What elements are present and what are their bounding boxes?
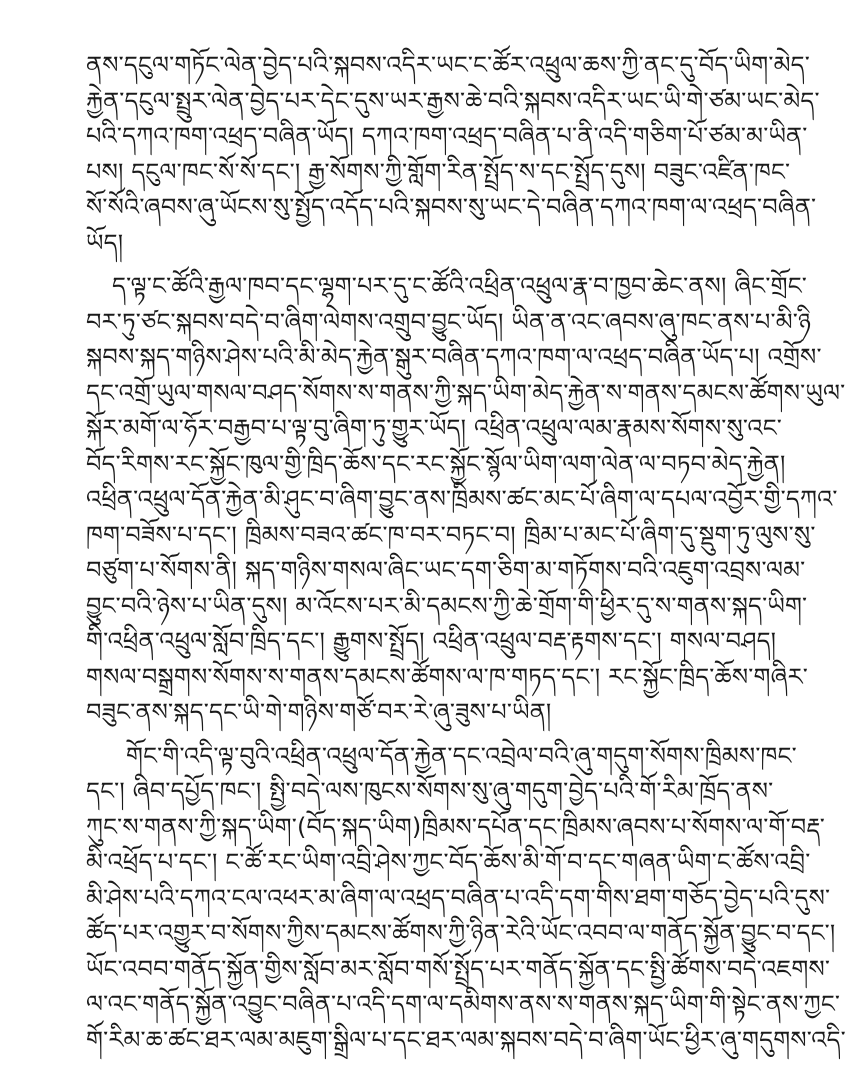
- text-line: དང་འགྲོ་ཡུལ་གསལ་བཤད་སོགས་ས་གནས་ཀྱི་སྐད་ཡིག་མེད་རྐྱེན་ས་གནས་དམངས་ཚོགས་ཡུལ་: [86, 378, 846, 407]
- text-line: པའི་དཀའ་ཁག་འཕྲད་བཞིན་ཡོད། དཀའ་ཁག་འཕྲད་བཞིན་པ་ནི་འདི་གཅིག་པོ་ཙམ་མ་ཡིན་: [86, 122, 808, 150]
- text-line: བར་ཏུ་ཙང་སྐབས་བདེ་བ་ཞིག་ལེགས་འགྲུབ་བྱུང་ཡོད། ཡིན་ན་འང་ཞབས་ཞུ་ཁང་ནས་པ་མི་ཉི: [86, 307, 812, 336]
- text-line: མི་འཕྲོད་པ་དང་། ང་ཚོ་རང་ཡིག་འབྲི་ཤེས་ཀྱང་བོད་ཆོས་མི་གོ་བ་དང་གཞན་ཡིག་ང་ཚོས་འབྲི་: [86, 848, 811, 876]
- text-line: ལ་འང་གནོད་སྐྱོན་འབྱུང་བཞིན་པ་འདི་དག་ལ་དམིགས་ནས་ས་གནས་སྐད་ཡིག་གི་སྟེང་ནས་ཀྱང་: [86, 990, 841, 1018]
- text-line: བཙུག་པ་སོགས་ནི། སྐད་གཉིས་གསལ་ཞིང་ཡང་དག་ཅིག་མ་གཏོགས་བའི་འཇུག་འབྲས་ལམ་: [86, 556, 806, 584]
- text-line: སྐོར་མགོ་ལ་ཧོར་བརྒྱབ་པ་ལྟ་བུ་ཞིག་ཏུ་གྱུར་ཡོད། འཕྲིན་འཕྲུལ་ལམ་རྣམས་སོགས་སུ་འང་: [86, 414, 782, 442]
- paragraph-1: [86, 48, 820, 261]
- text-line: ཡོང་འབབ་གནོད་སྐྱོན་གྱིས་སློབ་མར་སློབ་གསོ་སྤྲོད་པར་གནོད་སྐྱོན་དང་སྤྱི་ཚོགས་བདེ་འཇགས་: [86, 954, 831, 983]
- text-line: བཟུང་ནས་སྐད་དང་ཡི་གེ་གཉིས་གཙོ་བར་རེ་ཞུ་ཟུས་པ་ཡིན།: [86, 698, 552, 726]
- text-line: ཡོད།: [86, 228, 124, 257]
- text-line: སྐབས་སྐད་གཉིས་ཤེས་པའི་མི་མེད་རྐྱེན་སྒུར་བཞིན་དཀའ་ཁག་ལ་འཕྲད་བཞིན་ཡོད་པ། འགྲོས་: [86, 343, 822, 371]
- text-line: སོ་སོའི་ཞབས་ཞུ་ཡོངས་སུ་སྤྱོད་འདོད་པའི་སྐབས་སུ་ཡང་དེ་བཞིན་དཀའ་ཁག་ལ་འཕྲད་བཞིན་: [86, 193, 817, 221]
- text-line: ཚོད་པར་འགྱུར་བ་སོགས་ཀྱིས་དམངས་ཚོགས་ཀྱི་ཉིན་རེའི་ཡོང་འབབ་ལ་གནོད་སྐྱོན་བྱུང་བ་དང་།: [86, 919, 836, 947]
- paragraph-2: [86, 269, 846, 731]
- text-line: གོང་གི་འདི་ལྟ་བུའི་འཕྲིན་འཕྲུལ་དོན་རྐྱེན་དང་འབྲེལ་བའི་ཞུ་གདུག་སོགས་ཁྲིམས་ཁང་: [126, 741, 797, 770]
- text-line: གི་འཕྲིན་འཕྲུལ་སློབ་ཁྲིད་དང་། རྒྱུགས་སྤྲོད། འཕྲིན་འཕྲུལ་བརྡ་རྟགས་དང་། གསལ་བཤད།: [86, 627, 777, 655]
- text-line: འཕྲིན་འཕྲུལ་དོན་རྐྱེན་མི་ཤུང་བ་ཞིག་བྱུང་ནས་ཁྲིམས་ཚང་མང་པོ་ཞིག་ལ་དཔལ་འབྱོར་གྱི་དཀའ་: [86, 485, 838, 513]
- paragraph-3: [86, 739, 846, 1059]
- text-line: བོད་རིགས་རང་སྐྱོང་ཁུལ་གྱི་ཁྲིད་ཆོས་དང་རང་སྐྱོང་སྙོལ་ཡིག་ལག་ལེན་ལ་བཏབ་མེད་རྐྱེན།: [86, 449, 786, 478]
- text-line: གོ་རིམ་ཆ་ཚང་ཐར་ལམ་མཇུག་སྒྲིལ་པ་དང་ཐར་ལམ་སྐབས་བདེ་བ་ཞིག་ཡོང་ཕྱིར་ཞུ་གདུགས་འདི་: [86, 1025, 846, 1054]
- text-line: མི་ཤེས་པའི་དཀའ་ངལ་འཕར་མ་ཞིག་ལ་འཕྲད་བཞིན་པ་འདི་དག་གིས་ཐག་གཅོད་བྱེད་པའི་དུས་: [86, 883, 831, 912]
- text-line: གསལ་བསྒྲགས་སོགས་ས་གནས་དམངས་ཚོགས་ལ་ཁ་གཏད་དང་། རང་སྐྱོང་ཁྲིད་ཆོས་གཞིར་: [86, 662, 808, 691]
- text-line: ཀུང་ས་གནས་ཀྱི་སྐད་ཡིག་(བོད་སྐད་ཡིག)ཁྲིམས་དཔོན་དང་ཁྲིམས་ཞབས་པ་སོགས་ལ་གོ་བརྡ་: [86, 812, 826, 841]
- text-line: པས། དངུལ་ཁང་སོ་སོ་དང་། རྒྱ་སོགས་ཀྱི་གློག་རིན་སྤྲོད་ས་དང་སྤྲོད་དུས། བཟུང་འཛིན་ཁང་: [86, 157, 791, 186]
- text-line: ཁག་བཟོས་པ་དང་། ཁྲིམས་བཟའ་ཚང་ཁ་བར་བཏང་བ། ཁྲིམ་པ་མང་པོ་ཞིག་དུ་སྡུག་ཏུ་ལུས་སུ་: [86, 520, 816, 549]
- text-line: དང་། ཞིབ་དཔྱོད་ཁང་། སྤྱི་བདེ་ལས་ཁུངས་སོགས་སུ་ཞུ་གདུག་བྱེད་པའི་གོ་རིམ་ཁྲོད་ནས་: [86, 777, 774, 805]
- text-line: བྱུང་བའི་ཉེས་པ་ཡིན་དུས། མ་འོངས་པར་མི་དམངས་ཀྱི་ཆེ་གྲོག་གི་ཕྱིར་དུ་ས་གནས་སྐད་ཡིག་: [86, 591, 808, 620]
- text-line: རྐྱེན་དངུལ་སྤྲུར་ལེན་བྱེད་པར་དེང་དུས་ཡར་རྒྱས་ཆེ་བའི་སྐབས་འདིར་ཡང་ཡི་གེ་ཙམ་ཡང་མེད་: [86, 86, 820, 115]
- text-line: ནས་དངུལ་གཏོང་ལེན་བྱེད་པའི་སྐབས་འདིར་ཡང་ང་ཚོར་འཕྲུལ་ཆས་ཀྱི་ནང་དུ་བོད་ཡིག་མེད་: [86, 51, 810, 79]
- text-line: ད་ལྟ་ང་ཚོའི་རྒྱལ་ཁབ་དང་ལྷག་པར་དུ་ང་ཚོའི་འཕྲིན་འཕྲུལ་རྣ་བ་ཁྱབ་ཆེང་ནས། ཞིང་གྲོང་: [112, 272, 807, 300]
